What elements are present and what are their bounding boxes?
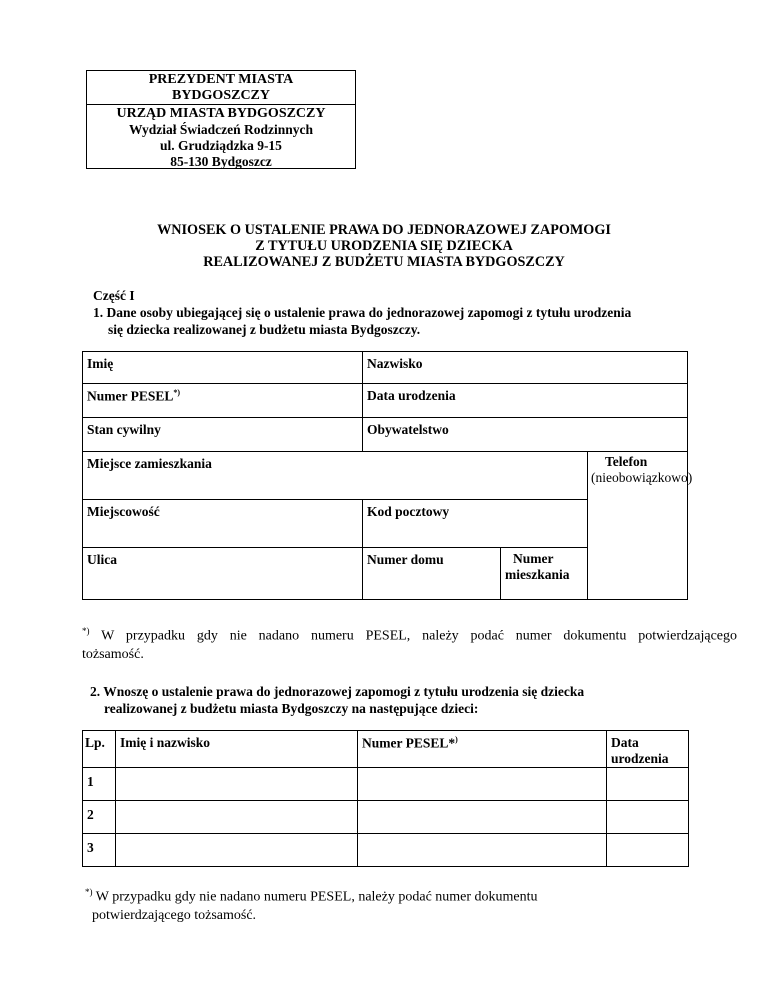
header-line-1: PREZYDENT MIASTA [148, 72, 294, 87]
lp-label: Lp. [85, 735, 105, 750]
child-birth-date-cell[interactable] [607, 801, 689, 834]
header-mayor [87, 71, 355, 105]
footnote-1-text-1: W przypadku gdy nie nadano numeru PESEL, należy podać numer dokumentu potwierdzającego [89, 628, 737, 644]
child-pesel-cell[interactable] [358, 768, 607, 801]
pesel-label: Numer PESEL [87, 388, 174, 404]
child-name-cell[interactable] [116, 801, 358, 834]
child-pesel-cell[interactable] [358, 801, 607, 834]
birth-date-field[interactable] [363, 384, 688, 418]
part-heading: Część I [93, 288, 135, 303]
first-name-field[interactable] [83, 352, 363, 384]
street-label: Ulica [87, 552, 117, 567]
form-title-line-1: WNIOSEK O USTALENIE PRAWA DO JEDNORAZOWEJ ZAPOMOGI [157, 222, 611, 238]
point2-line-1: 2. Wnoszę o ustalenie prawa do jednorazowej zapomogi z tytułu urodzenia się dziecka [90, 684, 585, 699]
col-header-pesel [358, 731, 607, 768]
flat-number-label-2: mieszkania [505, 567, 570, 582]
child-pesel-cell[interactable] [358, 834, 607, 867]
phone-label: Telefon [605, 454, 648, 469]
pesel-footnote-mark: *) [173, 388, 181, 397]
table-row [83, 834, 689, 867]
footnote-2-text-2: potwierdzającego tożsamość. [92, 907, 257, 923]
birth-date-header-label: Data urodzenia [611, 735, 669, 766]
footnote-2-mark: *) [85, 887, 93, 897]
form-title-line-3: REALIZOWANEJ Z BUDŻETU MIASTA BYDGOSZCZY [203, 254, 565, 270]
residence-section [83, 452, 588, 500]
postal-code-field[interactable] [363, 500, 588, 548]
civil-status-label: Stan cywilny [87, 422, 161, 437]
street-field[interactable] [83, 548, 363, 600]
citizenship-label: Obywatelstwo [367, 422, 449, 437]
last-name-field[interactable] [363, 352, 688, 384]
phone-optional-label: (nieobowiązkowo) [591, 470, 693, 485]
house-number-label: Numer domu [367, 552, 444, 567]
city-label: Miejscowość [87, 504, 160, 519]
header-line-5: ul. Grudziądzka 9-15 [160, 138, 282, 153]
header-office [87, 105, 355, 170]
flat-number-field[interactable] [501, 548, 588, 600]
footnote-2 [85, 883, 685, 925]
footnote-2-text-1: W przypadku gdy nie nadano numeru PESEL, należy podać numer dokumentu [92, 889, 538, 905]
last-name-label: Nazwisko [367, 356, 423, 371]
row-number: 1 [87, 774, 94, 789]
header-line-6: 85-130 Bydgoszcz [170, 154, 272, 169]
point1-line-2: się dziecka realizowanej z budżetu miasta Bydgoszczy. [108, 322, 421, 337]
residence-label: Miejsce zamieszkania [87, 456, 212, 471]
footnote-1 [82, 622, 737, 664]
header-line-4: Wydział Świadczeń Rodzinnych [128, 122, 314, 137]
row-number: 3 [87, 840, 94, 855]
header-line-3: URZĄD MIASTA BYDGOSZCZY [116, 106, 326, 121]
phone-field[interactable] [588, 452, 693, 600]
city-field[interactable] [83, 500, 363, 548]
col-header-name [116, 731, 358, 768]
footnote-1-mark: *) [82, 626, 90, 636]
point2-line-2: realizowanej z budżetu miasta Bydgoszczy na następujące dzieci: [104, 701, 479, 716]
pesel-header-mark: ) [455, 735, 458, 744]
footnote-1-text-2: tożsamość. [82, 646, 144, 662]
row-number: 2 [87, 807, 94, 822]
applicant-data-table [82, 351, 693, 600]
citizenship-field[interactable] [363, 418, 688, 452]
point1-line-1: 1. Dane osoby ubiegającej się o ustalenie prawa do jednorazowej zapomogi z tytułu urodzenia [93, 305, 632, 320]
office-header-box [86, 70, 356, 169]
name-header-label: Imię i nazwisko [120, 735, 211, 750]
col-header-birth-date [607, 731, 689, 768]
header-line-2: BYDGOSZCZY [171, 88, 271, 103]
child-birth-date-cell[interactable] [607, 834, 689, 867]
col-header-lp [83, 731, 116, 768]
house-number-field[interactable] [363, 548, 501, 600]
table-row [83, 768, 689, 801]
table-row [83, 801, 689, 834]
form-title-line-2: Z TYTUŁU URODZENIA SIĘ DZIECKA [255, 238, 513, 254]
civil-status-field[interactable] [83, 418, 363, 452]
birth-date-label: Data urodzenia [367, 388, 456, 403]
child-name-cell[interactable] [116, 768, 358, 801]
child-name-cell[interactable] [116, 834, 358, 867]
postal-code-label: Kod pocztowy [367, 504, 450, 519]
flat-number-label-1: Numer [513, 551, 554, 566]
children-table [82, 730, 689, 867]
child-birth-date-cell[interactable] [607, 768, 689, 801]
pesel-field[interactable] [83, 384, 363, 418]
pesel-header-label: Numer PESEL* [362, 735, 456, 751]
first-name-label: Imię [87, 356, 114, 371]
